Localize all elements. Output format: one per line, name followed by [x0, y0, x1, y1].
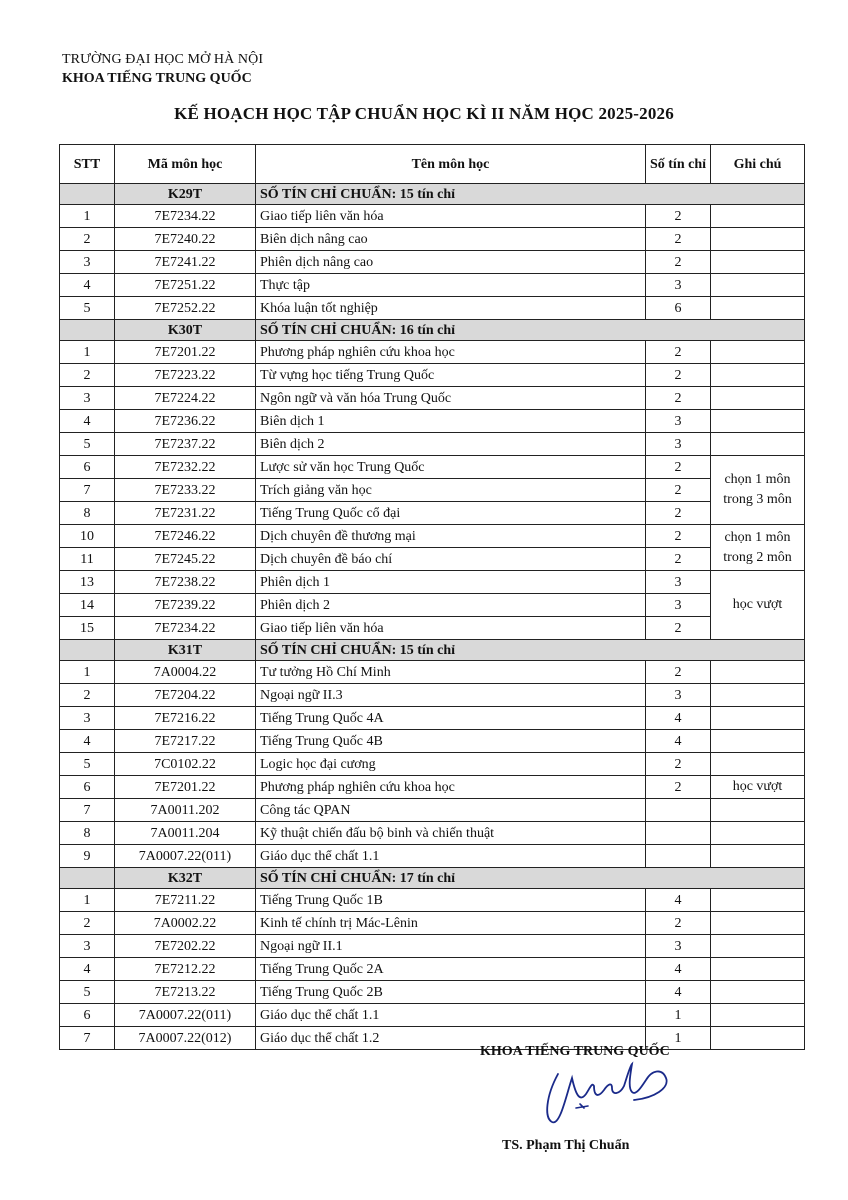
group-spacer — [60, 868, 115, 889]
cell-credits — [646, 845, 711, 868]
table-row — [60, 274, 805, 297]
cell-course-name: Phương pháp nghiên cứu khoa học — [256, 776, 646, 799]
table-row — [60, 730, 805, 753]
cell-note-empty — [711, 822, 805, 845]
cell-course-code: 7E7202.22 — [115, 935, 256, 958]
cell-course-name: Từ vựng học tiếng Trung Quốc — [256, 364, 646, 387]
cell-note-empty — [711, 341, 805, 364]
table-row — [60, 822, 805, 845]
cell-course-code: 7E7213.22 — [115, 981, 256, 1004]
table-row — [60, 958, 805, 981]
cell-note: chọn 1 môn trong 3 môn — [711, 456, 805, 525]
cell-course-name: Phương pháp nghiên cứu khoa học — [256, 341, 646, 364]
cell-stt: 7 — [60, 479, 115, 502]
cell-note: học vượt — [711, 571, 805, 640]
col-header-stt: STT — [60, 145, 115, 184]
cell-course-code: 7C0102.22 — [115, 753, 256, 776]
handwritten-signature — [536, 1056, 686, 1128]
table-row — [60, 707, 805, 730]
cell-credits: 1 — [646, 1004, 711, 1027]
group-spacer — [60, 184, 115, 205]
table-row — [60, 387, 805, 410]
cell-course-code: 7E7232.22 — [115, 456, 256, 479]
cell-course-name: Tiếng Trung Quốc 4A — [256, 707, 646, 730]
table-row — [60, 251, 805, 274]
cell-credits: 2 — [646, 912, 711, 935]
group-cohort: K31T — [115, 640, 256, 661]
cell-credits: 3 — [646, 274, 711, 297]
cell-course-code: 7E7240.22 — [115, 228, 256, 251]
table-row — [60, 1027, 805, 1050]
group-spacer — [60, 320, 115, 341]
cell-course-code: 7A0004.22 — [115, 661, 256, 684]
cell-note: chọn 1 môn trong 2 môn — [711, 525, 805, 571]
cell-stt: 5 — [60, 981, 115, 1004]
cell-course-name: Phiên dịch 1 — [256, 571, 646, 594]
table-body — [60, 184, 805, 1050]
cell-credits: 3 — [646, 594, 711, 617]
cell-stt: 1 — [60, 205, 115, 228]
faculty-name: KHOA TIẾNG TRUNG QUỐC — [62, 71, 252, 86]
group-row — [60, 640, 805, 661]
cell-stt: 6 — [60, 776, 115, 799]
cell-credits — [646, 822, 711, 845]
cell-credits: 2 — [646, 387, 711, 410]
cell-course-name: Ngoại ngữ II.1 — [256, 935, 646, 958]
cell-course-code: 7E7236.22 — [115, 410, 256, 433]
cell-course-code: 7A0007.22(011) — [115, 845, 256, 868]
cell-course-code: 7E7246.22 — [115, 525, 256, 548]
cell-note-empty — [711, 1004, 805, 1027]
cell-stt: 6 — [60, 456, 115, 479]
cell-course-code: 7A0011.204 — [115, 822, 256, 845]
cell-stt: 1 — [60, 661, 115, 684]
cell-credits: 2 — [646, 776, 711, 799]
cell-credits: 3 — [646, 684, 711, 707]
cell-credits: 3 — [646, 433, 711, 456]
cell-stt: 6 — [60, 1004, 115, 1027]
cell-course-name: Tư tưởng Hồ Chí Minh — [256, 661, 646, 684]
cell-course-code: 7E7212.22 — [115, 958, 256, 981]
cell-note-empty — [711, 753, 805, 776]
cell-course-name: Phiên dịch 2 — [256, 594, 646, 617]
cell-stt: 5 — [60, 753, 115, 776]
cell-note-empty — [711, 1027, 805, 1050]
cell-credits: 4 — [646, 730, 711, 753]
cell-stt: 5 — [60, 297, 115, 320]
cell-stt: 4 — [60, 410, 115, 433]
cell-credits: 2 — [646, 341, 711, 364]
cell-stt: 3 — [60, 251, 115, 274]
table-row — [60, 981, 805, 1004]
cell-note: học vượt — [711, 776, 805, 799]
table-row — [60, 845, 805, 868]
group-cohort: K32T — [115, 868, 256, 889]
cell-course-code: 7E7231.22 — [115, 502, 256, 525]
cell-course-code: 7E7251.22 — [115, 274, 256, 297]
cell-credits: 4 — [646, 707, 711, 730]
cell-stt: 7 — [60, 799, 115, 822]
cell-course-code: 7E7245.22 — [115, 548, 256, 571]
cell-credits: 3 — [646, 571, 711, 594]
cell-course-name: Giáo dục thể chất 1.1 — [256, 845, 646, 868]
cell-credits: 2 — [646, 228, 711, 251]
cell-course-code: 7E7237.22 — [115, 433, 256, 456]
study-plan-table — [59, 144, 805, 1050]
cell-note-empty — [711, 387, 805, 410]
cell-stt: 15 — [60, 617, 115, 640]
cell-course-name: Giao tiếp liên văn hóa — [256, 205, 646, 228]
cell-course-code: 7E7211.22 — [115, 889, 256, 912]
group-credit-label: SỐ TÍN CHỈ CHUẨN: 15 tín chỉ — [256, 184, 805, 205]
cell-stt: 7 — [60, 1027, 115, 1050]
cell-stt: 1 — [60, 889, 115, 912]
table-row — [60, 341, 805, 364]
cell-course-name: Phiên dịch nâng cao — [256, 251, 646, 274]
cell-course-name: Ngoại ngữ II.3 — [256, 684, 646, 707]
table-row — [60, 935, 805, 958]
cell-credits: 2 — [646, 525, 711, 548]
signatory-name: TS. Phạm Thị Chuẩn — [502, 1138, 630, 1153]
table-row — [60, 502, 805, 525]
table-row — [60, 912, 805, 935]
cell-course-code: 7E7233.22 — [115, 479, 256, 502]
cell-credits: 2 — [646, 456, 711, 479]
cell-stt: 2 — [60, 912, 115, 935]
cell-credits: 2 — [646, 502, 711, 525]
cell-stt: 1 — [60, 341, 115, 364]
cell-course-name: Kinh tế chính trị Mác-Lênin — [256, 912, 646, 935]
cell-credits: 2 — [646, 251, 711, 274]
cell-credits: 2 — [646, 753, 711, 776]
cell-credits: 2 — [646, 479, 711, 502]
cell-credits: 1 — [646, 1027, 711, 1050]
col-header-name: Tên môn học — [256, 145, 646, 184]
table-row — [60, 799, 805, 822]
cell-note-empty — [711, 730, 805, 753]
cell-course-code: 7E7201.22 — [115, 776, 256, 799]
cell-course-name: Biên dịch nâng cao — [256, 228, 646, 251]
group-spacer — [60, 640, 115, 661]
cell-course-code: 7E7201.22 — [115, 341, 256, 364]
cell-course-name: Khóa luận tốt nghiệp — [256, 297, 646, 320]
cell-stt: 2 — [60, 684, 115, 707]
cell-course-code: 7E7216.22 — [115, 707, 256, 730]
cell-credits — [646, 799, 711, 822]
cell-credits: 3 — [646, 935, 711, 958]
col-header-code: Mã môn học — [115, 145, 256, 184]
cell-note-empty — [711, 410, 805, 433]
cell-credits: 2 — [646, 617, 711, 640]
group-credit-label: SỐ TÍN CHỈ CHUẨN: 15 tín chỉ — [256, 640, 805, 661]
col-header-credits: Số tín chỉ — [646, 145, 711, 184]
table-row — [60, 456, 805, 479]
table-header-row — [60, 145, 805, 184]
cell-course-name: Tiếng Trung Quốc cổ đại — [256, 502, 646, 525]
group-row — [60, 320, 805, 341]
table-row — [60, 525, 805, 548]
cell-note-empty — [711, 274, 805, 297]
cell-stt: 8 — [60, 822, 115, 845]
table-row — [60, 661, 805, 684]
cell-course-code: 7E7217.22 — [115, 730, 256, 753]
cell-note-empty — [711, 889, 805, 912]
cell-credits: 6 — [646, 297, 711, 320]
table-row — [60, 617, 805, 640]
group-row — [60, 868, 805, 889]
cell-stt: 2 — [60, 364, 115, 387]
col-header-note: Ghi chú — [711, 145, 805, 184]
cell-stt: 13 — [60, 571, 115, 594]
cell-stt: 2 — [60, 228, 115, 251]
cell-credits: 2 — [646, 548, 711, 571]
cell-course-name: Thực tập — [256, 274, 646, 297]
cell-stt: 10 — [60, 525, 115, 548]
cell-course-code: 7E7224.22 — [115, 387, 256, 410]
cell-course-name: Biên dịch 1 — [256, 410, 646, 433]
cell-stt: 3 — [60, 707, 115, 730]
signature-org: KHOA TIẾNG TRUNG QUỐC — [480, 1044, 670, 1059]
table-row — [60, 205, 805, 228]
cell-course-name: Tiếng Trung Quốc 2A — [256, 958, 646, 981]
document-title: KẾ HOẠCH HỌC TẬP CHUẨN HỌC KÌ II NĂM HỌC 2025-2026 — [174, 104, 674, 123]
table-row — [60, 753, 805, 776]
cell-note-empty — [711, 251, 805, 274]
table-row — [60, 548, 805, 571]
group-credit-label: SỐ TÍN CHỈ CHUẨN: 16 tín chỉ — [256, 320, 805, 341]
cell-credits: 2 — [646, 205, 711, 228]
cell-course-name: Trích giảng văn học — [256, 479, 646, 502]
cell-stt: 3 — [60, 935, 115, 958]
cell-course-name: Tiếng Trung Quốc 1B — [256, 889, 646, 912]
cell-course-code: 7E7234.22 — [115, 205, 256, 228]
cell-credits: 4 — [646, 958, 711, 981]
group-cohort: K30T — [115, 320, 256, 341]
cell-note-empty — [711, 205, 805, 228]
cell-course-name: Ngôn ngữ và văn hóa Trung Quốc — [256, 387, 646, 410]
cell-stt: 14 — [60, 594, 115, 617]
cell-stt: 4 — [60, 730, 115, 753]
cell-course-code: 7E7241.22 — [115, 251, 256, 274]
table-row — [60, 433, 805, 456]
cell-stt: 11 — [60, 548, 115, 571]
cell-credits: 4 — [646, 889, 711, 912]
table-row — [60, 364, 805, 387]
cell-course-code: 7E7204.22 — [115, 684, 256, 707]
table-row — [60, 1004, 805, 1027]
cell-note-empty — [711, 958, 805, 981]
cell-credits: 2 — [646, 661, 711, 684]
cell-note-empty — [711, 684, 805, 707]
table-row — [60, 410, 805, 433]
cell-course-name: Giáo dục thể chất 1.1 — [256, 1004, 646, 1027]
cell-stt: 3 — [60, 387, 115, 410]
cell-note-empty — [711, 935, 805, 958]
cell-credits: 2 — [646, 364, 711, 387]
cell-course-name: Giao tiếp liên văn hóa — [256, 617, 646, 640]
cell-note-empty — [711, 981, 805, 1004]
cell-course-name: Dịch chuyên đề báo chí — [256, 548, 646, 571]
cell-note-empty — [711, 912, 805, 935]
university-name: TRƯỜNG ĐẠI HỌC MỞ HÀ NỘI — [62, 52, 264, 67]
table-row — [60, 776, 805, 799]
table-row — [60, 297, 805, 320]
table-row — [60, 571, 805, 594]
cell-course-code: 7A0011.202 — [115, 799, 256, 822]
cell-stt: 8 — [60, 502, 115, 525]
cell-course-code: 7E7238.22 — [115, 571, 256, 594]
group-row — [60, 184, 805, 205]
group-credit-label: SỐ TÍN CHỈ CHUẨN: 17 tín chỉ — [256, 868, 805, 889]
cell-course-name: Lược sử văn học Trung Quốc — [256, 456, 646, 479]
cell-note-empty — [711, 707, 805, 730]
table-row — [60, 889, 805, 912]
cell-course-name: Logic học đại cương — [256, 753, 646, 776]
cell-stt: 4 — [60, 274, 115, 297]
cell-course-name: Kỹ thuật chiến đấu bộ binh và chiến thuật — [256, 822, 646, 845]
cell-course-name: Công tác QPAN — [256, 799, 646, 822]
cell-note-empty — [711, 364, 805, 387]
cell-note-empty — [711, 433, 805, 456]
cell-course-name: Dịch chuyên đề thương mại — [256, 525, 646, 548]
table-row — [60, 228, 805, 251]
cell-note-empty — [711, 845, 805, 868]
group-cohort: K29T — [115, 184, 256, 205]
cell-course-name: Biên dịch 2 — [256, 433, 646, 456]
cell-course-code: 7A0007.22(011) — [115, 1004, 256, 1027]
cell-stt: 5 — [60, 433, 115, 456]
cell-course-name: Tiếng Trung Quốc 4B — [256, 730, 646, 753]
cell-note-empty — [711, 661, 805, 684]
cell-stt: 4 — [60, 958, 115, 981]
cell-course-name: Giáo dục thể chất 1.2 — [256, 1027, 646, 1050]
cell-note-empty — [711, 297, 805, 320]
cell-course-code: 7E7223.22 — [115, 364, 256, 387]
cell-credits: 3 — [646, 410, 711, 433]
cell-course-code: 7E7239.22 — [115, 594, 256, 617]
cell-course-code: 7A0002.22 — [115, 912, 256, 935]
cell-stt: 9 — [60, 845, 115, 868]
cell-credits: 4 — [646, 981, 711, 1004]
cell-course-name: Tiếng Trung Quốc 2B — [256, 981, 646, 1004]
cell-note-empty — [711, 228, 805, 251]
cell-course-code: 7E7252.22 — [115, 297, 256, 320]
table-row — [60, 684, 805, 707]
table-row — [60, 479, 805, 502]
cell-course-code: 7E7234.22 — [115, 617, 256, 640]
cell-note-empty — [711, 799, 805, 822]
table-row — [60, 594, 805, 617]
cell-course-code: 7A0007.22(012) — [115, 1027, 256, 1050]
